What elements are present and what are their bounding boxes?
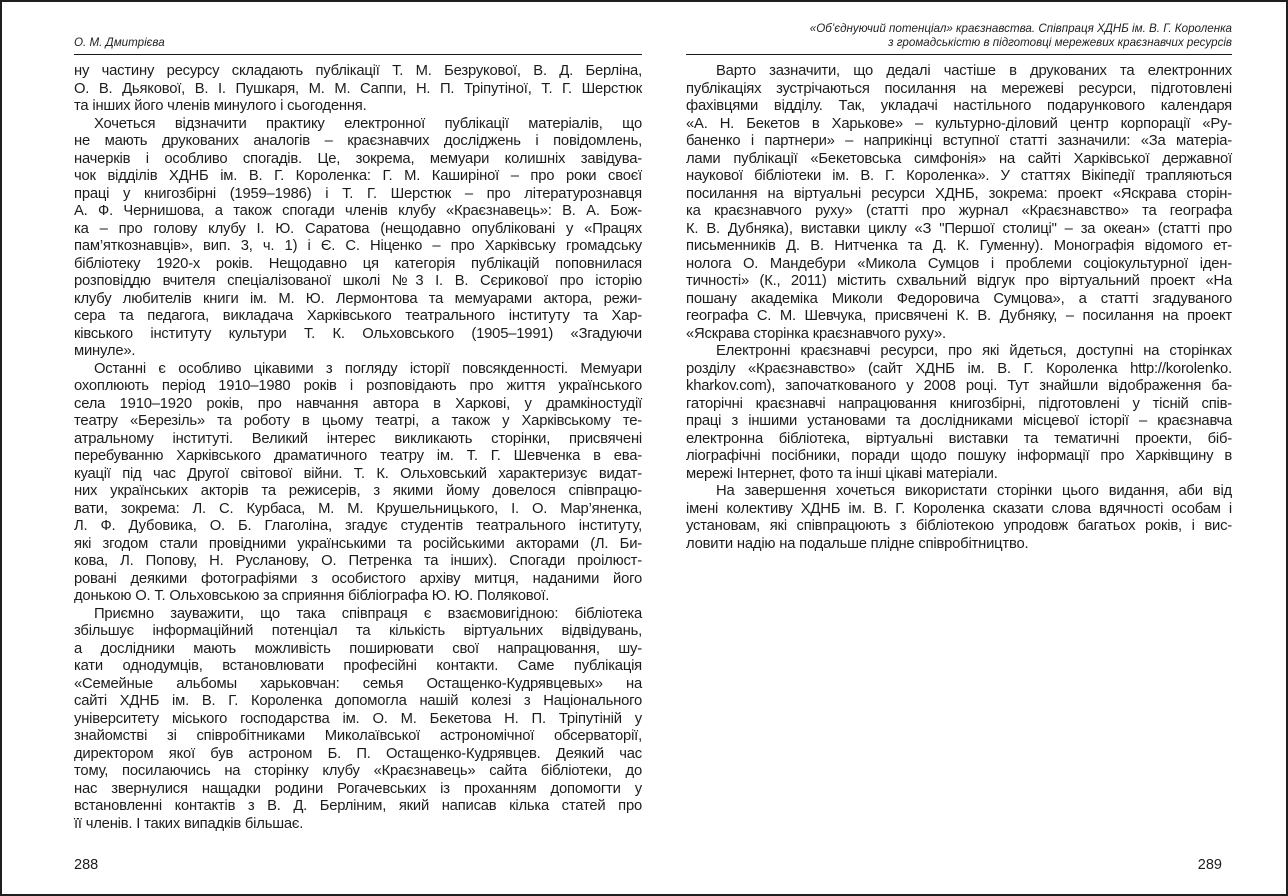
page-left-body bbox=[74, 63, 642, 833]
text-line: збільшує інформаційний потенціал та кількість віртуальних відвідувань, bbox=[74, 623, 642, 639]
text-line: фахівцями відділу. Так, укладачі настільного подарункового календаря bbox=[686, 98, 1232, 114]
text-line: публікаціях зустрічаються посилання на мережеві ресурси, підготовлені bbox=[686, 80, 1232, 97]
text-line: ка – про голову клубу І. Ю. Саратова (нещодавно опубліковані у «Працях bbox=[74, 220, 642, 237]
text-line: «Яскрава сторінка краєзнавчого руху». bbox=[686, 325, 946, 342]
text-line: ну частину ресурсу складають публікації Т. М. Безрукової, В. Д. Берліна, bbox=[74, 63, 642, 79]
text-line: Останні є особливо цікавими з погляду історії повсякденності. Мемуари bbox=[94, 360, 642, 377]
page-right-body bbox=[686, 63, 1232, 553]
text-line: пам’яткознавців», вип. 3, ч. 1) і Є. С. Ніценко – про Харківську громадську bbox=[74, 238, 642, 254]
text-line: праці з іншими установами та дослідниками місцевої історії – краєзнавча bbox=[686, 413, 1232, 429]
text-line: посилання на віртуальні ресурси ХДНБ, зокрема: проект «Яскрава сторін- bbox=[686, 185, 1232, 202]
text-line: донькою О. Т. Ольховською за сприяння бібліографа Ю. Ю. Полякової. bbox=[74, 588, 550, 604]
text-line: мережі Інтернет, фото та інші цікаві матеріали. bbox=[686, 465, 998, 482]
text-line: «Семейные альбомы харьковчан: семья Остащенко-Кудрявцевых» на bbox=[74, 675, 642, 692]
text-line: нас звернулися нащадки родини Рогачевських із проханням допомогти у bbox=[74, 780, 642, 797]
text-line: ловити надію на подальше плідне співробітництво. bbox=[686, 535, 1029, 552]
text-line: Варто зазначити, що дедалі частіше в друкованих та електронних bbox=[716, 63, 1232, 79]
text-line: О. В. Дьякової, В. І. Пушкаря, М. М. Саппи, Н. П. Тріпутіної, Т. Г. Шерстюк bbox=[74, 80, 642, 97]
text-line: та інших його членів минулого і сьогодення. bbox=[74, 98, 367, 114]
text-line: письменників Д. В. Нитченка та Д. К. Гуменну). Монографія відомого ет- bbox=[686, 238, 1232, 254]
text-line: знайомстві зі співробітниками Миколаївської астрономічної обсерваторії, bbox=[74, 728, 642, 744]
text-line: які згодом стали провідними українськими та російськими акторами (Л. Би- bbox=[74, 535, 642, 552]
running-header-title-line2: з громадськістю в підготовці мережевих краєзнавчих ресурсів bbox=[888, 35, 1232, 49]
text-line: баненко і партнери» – наприкінці вступної статті зазначили: «За матеріа- bbox=[686, 133, 1232, 149]
text-line: електронна бібліотека, віртуальні виставки та тематичні проекти, біб- bbox=[686, 430, 1232, 447]
text-line: встановленні контактів з В. Д. Берліним, який написав кілька статей про bbox=[74, 798, 642, 814]
running-header-right bbox=[686, 22, 1232, 55]
text-line: праці у книгозбірні (1959–1986) і Т. Г. Шерстюк – про літературознавця bbox=[74, 185, 642, 202]
text-line: перебуванню Харківського драматичного театру ім. Т. Г. Шевченка в ева- bbox=[74, 448, 642, 464]
text-line: кати однодумців, встановлювати професійні контакти. Саме публікація bbox=[74, 658, 642, 674]
text-line: ка краєзнавчого руху» (статті про журнал «Краєзнавство» та географа bbox=[686, 203, 1232, 219]
text-line: лами публікації «Бекетовська симфонія» на сайті Харківської державної bbox=[686, 150, 1232, 167]
text-line: минуле». bbox=[74, 343, 136, 359]
text-line: них українських акторів та режисерів, з якими йому довелося співпрацю- bbox=[74, 483, 642, 499]
text-line: вати, зокрема: Л. С. Курбаса, М. М. Крушельницького, І. О. Мар’яненка, bbox=[74, 500, 642, 517]
text-line: ківського інституту культури Т. К. Ольховського (1905–1991) «Згадуючи bbox=[74, 325, 642, 342]
text-line: Хочеться відзначити практику електронної публікації матеріалів, що bbox=[94, 115, 642, 132]
text-line: директором якої був астроном Б. П. Остащенко-Кудрявцев. Деякий час bbox=[74, 745, 642, 762]
text-line: географа С. М. Шевчука, присвячені К. В. Дубняку, – посилання на проект bbox=[686, 308, 1232, 324]
text-line: бібліотеку 1920-х років. Нещодавно ця категорія публікацій поповнилася bbox=[74, 255, 642, 272]
text-line: нолога О. Мандебури «Микола Сумцов і проблеми соціокультурної іден- bbox=[686, 255, 1232, 272]
text-line: сайті ХДНБ ім. В. Г. Короленка допомогла нашій колезі з Національного bbox=[74, 693, 642, 709]
text-line: села 1910–1920 років, про навчання автора в Харкові, у драмкіностудії bbox=[74, 395, 642, 412]
text-line: атральному інституті. Великий інтерес викликають сторінки, присвячені bbox=[74, 430, 642, 447]
running-header-left bbox=[74, 22, 642, 55]
text-line: На завершення хочеться використати сторінки цього видання, аби від bbox=[716, 483, 1232, 499]
text-line: куації під час Другої світової війни. Т. К. Ольховський характеризує видат- bbox=[74, 465, 642, 482]
text-line: начерків і особливо спогадів. Це, зокрема, мемуари колишніх завідува- bbox=[74, 150, 642, 167]
text-line: «А. Н. Бекетов в Харькове» – культурно-діловий центр корпорації «Ру- bbox=[686, 115, 1232, 132]
running-header-title-line1: «Об’єднуючий потенціал» краєзнавства. Співпраця ХДНБ ім. В. Г. Короленка bbox=[809, 22, 1232, 35]
text-line: Л. Ф. Дубовика, О. Б. Глаголіна, згадує студентів театрального інституту, bbox=[74, 518, 642, 534]
text-line: А. Ф. Чернишова, а також спогади членів клубу «Краєзнавець»: В. А. Бож- bbox=[74, 203, 642, 219]
text-line: сера та педагога, викладача Харківського театрального інституту та Хар- bbox=[74, 308, 642, 324]
text-line: охоплюють період 1910–1980 років і розповідають про життя українського bbox=[74, 378, 642, 394]
running-header-author: О. М. Дмитрієва bbox=[74, 35, 165, 49]
page-number-left: 288 bbox=[74, 857, 99, 873]
text-line: чок відділів ХДНБ ім. В. Г. Короленка: Г. М. Каширіної – про роки своєї bbox=[74, 168, 642, 184]
page-number-right: 289 bbox=[1197, 857, 1222, 873]
text-line: ліографічні посібники, поради щодо пошуку інформації про Харківщину в bbox=[686, 448, 1232, 464]
text-line: установам, які співпрацюють з бібліотекою упродовж багатьох років, і вис- bbox=[686, 518, 1232, 534]
text-line: К. В. Дубняка), виставки циклу «З "Першої столиці" – за океан» (статті про bbox=[686, 220, 1232, 237]
text-line: розповіддю вчителя спеціалізованої школі №3 І. В. Сєрикової про історію bbox=[74, 273, 642, 289]
text-line: тичності» (К., 2011) містить схвальний відгук про віртуальний проект «На bbox=[686, 273, 1232, 289]
text-line: розділу «Краєзнавство» (сайт ХДНБ ім. В. Г. Короленка http://korolenko. bbox=[686, 360, 1232, 377]
text-line: кова, Л. Попову, Н. Русланову, О. Петренка та інших). Спогади проілюст- bbox=[74, 553, 642, 569]
text-line: наукової бібліотеки ім. В. Г. Короленка». У статтях Вікіпедії трапляються bbox=[686, 168, 1232, 184]
text-line: імені колективу ХДНБ ім. В. Г. Короленка сказати слова вдячності особам і bbox=[686, 500, 1232, 517]
text-line: kharkov.com), започаткованого у 2008 році. Тут знайшли відображення ба- bbox=[686, 378, 1232, 394]
text-line: а дослідники мають можливість поширювати свої напрацювання, шу- bbox=[74, 640, 642, 657]
text-line: клубу любителів книги ім. М. Ю. Лермонтова та мемуарами актора, режи- bbox=[74, 290, 642, 307]
text-line: Електронні краєзнавчі ресурси, про які йдеться, доступні на сторінках bbox=[716, 343, 1232, 359]
text-line: театру «Березіль» та роботу в цьому театрі, а також у Харківському те- bbox=[74, 413, 642, 429]
text-line: гаторічні краєзнавчі напрацювання книгозбірні, підготовлені у тісній спів- bbox=[686, 395, 1232, 412]
text-line: університету міського господарства ім. О. М. Бекетова Н. П. Тріпутіній у bbox=[74, 710, 642, 727]
text-line: не мають друкованих аналогів – краєзнавчих досліджень і повідомлень, bbox=[74, 133, 642, 149]
text-line: пошану академіка Миколи Федоровича Сумцова», а статті згадуваного bbox=[686, 290, 1232, 307]
text-line: ровані деякими фотографіями з особистого архіву митця, наданими його bbox=[74, 570, 642, 587]
text-line: Приємно зауважити, що така співпраця є взаємовигідною: бібліотека bbox=[94, 605, 642, 622]
text-line: її членів. І таких випадків більшає. bbox=[74, 815, 304, 832]
text-line: тому, посилаючись на сторінку клубу «Краєзнавець» сайта бібліотеки, до bbox=[74, 763, 642, 779]
